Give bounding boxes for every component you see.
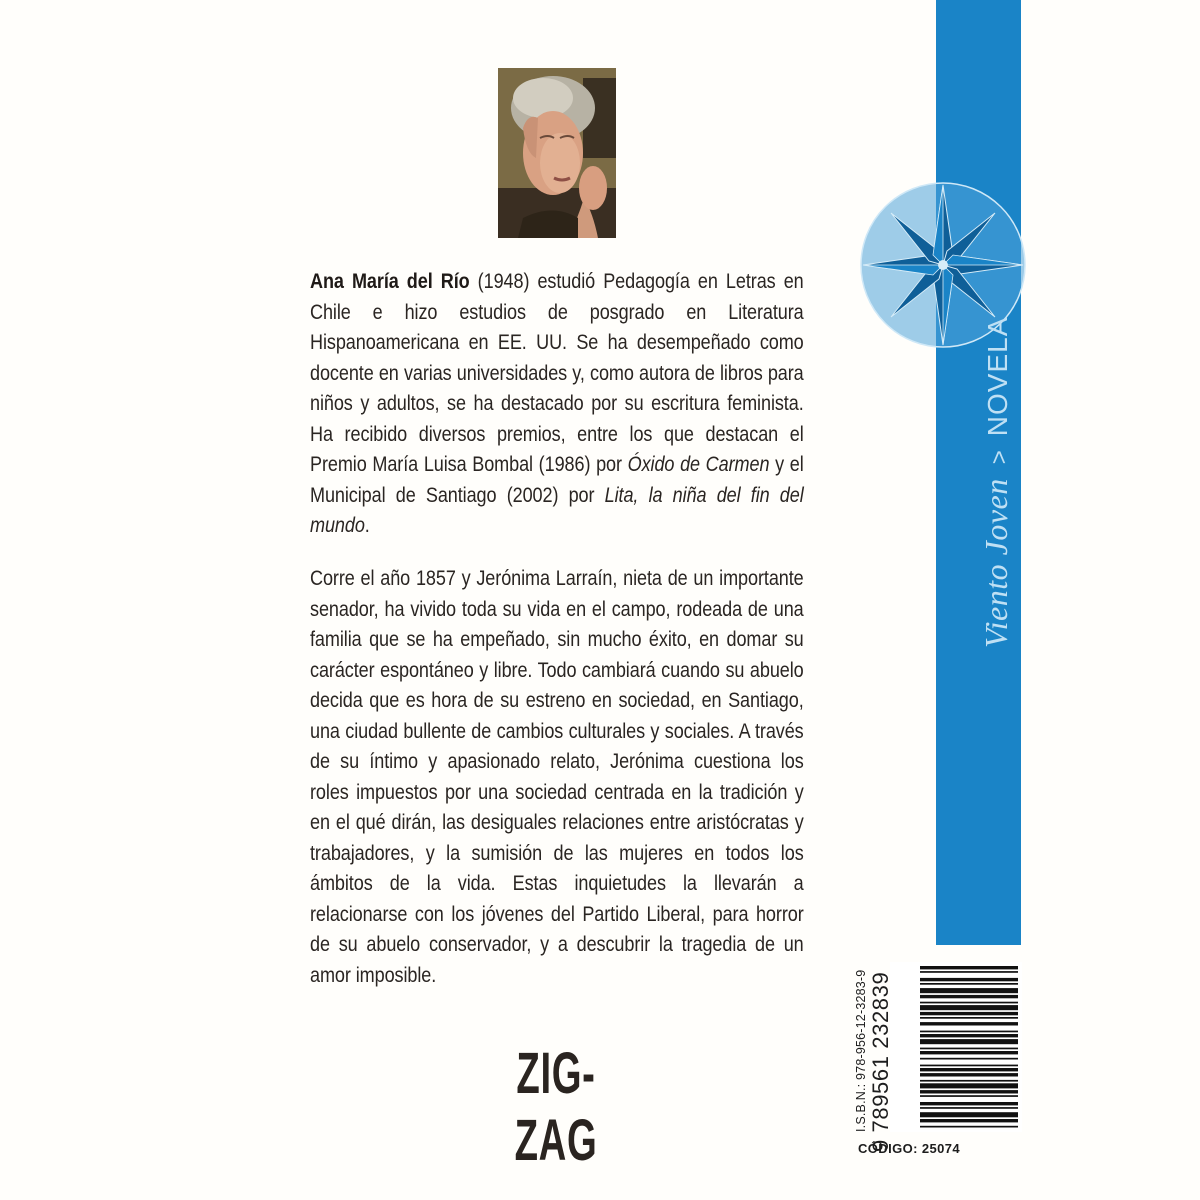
barcode-bar bbox=[920, 1022, 1018, 1025]
barcode-bar bbox=[920, 1102, 1018, 1105]
barcode-bar bbox=[920, 983, 1018, 985]
barcode-bar bbox=[920, 1005, 1018, 1010]
author-name: Ana María del Río bbox=[310, 270, 470, 293]
barcode-digits: 9 789561 232839 bbox=[868, 971, 893, 1152]
synopsis: Corre el año 1857 y Jerónima Larraín, nieta de un importante senador, ha vivido toda su vida en el campo, rodeada de una familia que se ha empeñado, sin mucho éxito, en domar su carácter espontáneo y libre. Todo cambiará cuando su abuelo decida que es hora de su estreno en sociedad, en Santiago, una ciudad bullente de cambios culturales y sociales. A través de su íntimo y apasionado relato, Jerónima cuestiona los roles impuestos por una sociedad centrada en la tradición y en el qué dirán, las desiguales relaciones entre aristócratas y trabajadores, y la sumisión de las mujeres en todos los ámbitos de la vida. Estas inquietudes la llevarán a relacionarse con los jóvenes del Partido Liberal, para horror de su abuelo conservador, y a descubrir la tragedia de un amor imposible. bbox=[310, 567, 804, 987]
author-bio bbox=[310, 267, 804, 542]
barcode-bar bbox=[920, 1065, 1018, 1067]
barcode-bar bbox=[920, 1090, 1018, 1093]
collection-label bbox=[978, 317, 1015, 648]
publisher-logo: ZIG-ZAG bbox=[514, 1041, 598, 1173]
barcode-bar bbox=[920, 1095, 1018, 1097]
genre-label: NOVELA bbox=[982, 316, 1013, 437]
barcode-bar bbox=[920, 1112, 1018, 1117]
author-photo bbox=[498, 68, 616, 238]
barcode-bar bbox=[920, 1031, 1018, 1033]
barcode-bar bbox=[920, 1034, 1018, 1037]
barcode-bar bbox=[920, 1073, 1018, 1076]
bio-text-3: . bbox=[364, 514, 370, 537]
author-photo-image bbox=[498, 68, 616, 238]
barcode-bar bbox=[920, 1002, 1018, 1004]
chevron-right-icon: > bbox=[986, 450, 1013, 465]
bio-text-1: (1948) estudió Pedagogía en Letras en Chile e hizo estudios de posgrado en Literatura Hispanoamericana en EE. UU. Se ha desempeñado como docente en varias universidades y, como autora de libros para niños y adultos, se ha destacado por su escritura feminista. Ha recibido diversos premios, entre los que destacan el Premio María Luisa Bombal (1986) por bbox=[310, 270, 804, 476]
barcode-icon bbox=[890, 962, 1022, 1132]
barcode-bar bbox=[920, 1039, 1018, 1044]
barcode-bar bbox=[920, 1051, 1018, 1054]
barcode-bar bbox=[920, 1080, 1018, 1082]
product-code: CÓDIGO: 25074 bbox=[858, 1141, 961, 1156]
bio-text-2: y el Municipal de Santiago (2002) por bbox=[310, 453, 804, 507]
barcode-bar bbox=[920, 1012, 1018, 1015]
barcode-bar bbox=[920, 1107, 1018, 1109]
barcode-bar bbox=[920, 971, 1018, 973]
barcode-bar bbox=[920, 966, 1018, 969]
barcode-bar bbox=[920, 1058, 1018, 1060]
barcode-bar bbox=[920, 1119, 1018, 1122]
book-title-lita: Lita, la niña del fin del mundo bbox=[310, 483, 804, 537]
barcode-bar bbox=[920, 1017, 1018, 1019]
barcode-bar bbox=[920, 978, 1018, 981]
series-name: Viento Joven bbox=[978, 478, 1014, 648]
book-title-oxido: Óxido de Carmen bbox=[627, 453, 770, 476]
barcode-bar bbox=[920, 1068, 1018, 1071]
barcode-bar bbox=[920, 1083, 1018, 1088]
barcode-bar bbox=[920, 988, 1018, 993]
barcode-bar bbox=[920, 1048, 1018, 1050]
isbn-number: I.S.B.N.: 978-956-12-3283-9 bbox=[854, 969, 868, 1132]
barcode-bar bbox=[920, 1126, 1018, 1128]
barcode-bar bbox=[920, 995, 1018, 998]
